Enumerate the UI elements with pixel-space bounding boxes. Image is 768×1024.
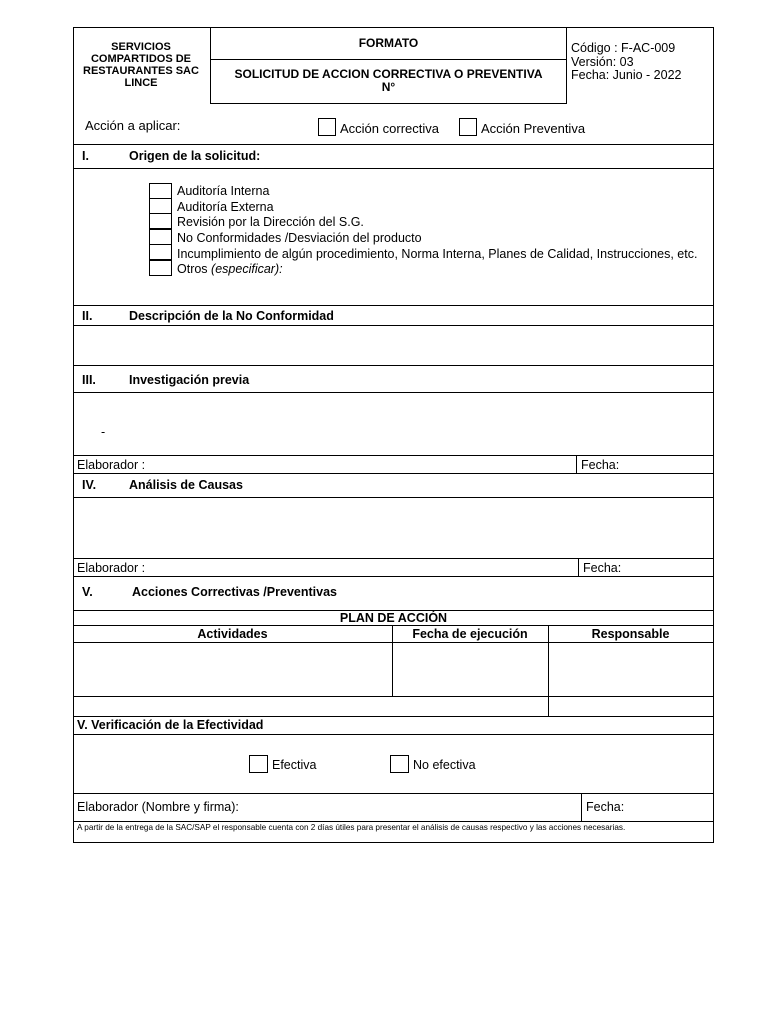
- s6-elaborador-label: Elaborador (Nombre y firma):: [77, 800, 239, 814]
- s1-number: I.: [82, 149, 89, 163]
- s6-top-line: [73, 716, 714, 717]
- doc-date: Fecha: Junio - 2022: [571, 68, 682, 82]
- s5-top-line: [73, 576, 714, 577]
- s2-top-line: [73, 305, 714, 306]
- descripcion-input-area[interactable]: [74, 326, 713, 365]
- origen-option-label: Auditoría Interna: [177, 184, 270, 198]
- s4-top-line: [73, 473, 714, 474]
- s3-top-line: [73, 365, 714, 366]
- s2-number: II.: [82, 309, 93, 323]
- company-name: SERVICIOS COMPARTIDOS DE RESTAURANTES SAC LINCE: [83, 41, 199, 89]
- s6-header-bottom-line: [73, 734, 714, 735]
- investigacion-dash: -: [101, 425, 106, 439]
- col-header-responsable: Responsable: [591, 627, 670, 641]
- accion-correctiva-label: Acción correctiva: [340, 121, 439, 136]
- footnote-top-line: [73, 821, 714, 822]
- s6-fecha-label: Fecha:: [586, 800, 625, 814]
- s6-signature-top-line: [73, 793, 714, 794]
- accion-label: Acción a aplicar:: [85, 118, 181, 133]
- origen-checkbox-otros[interactable]: [149, 260, 172, 276]
- analisis-input-area[interactable]: [74, 498, 713, 558]
- origen-option-label: Incumplimiento de algún procedimiento, Norma Interna, Planes de Calidad, Instrucciones, etc.: [177, 247, 698, 261]
- origen-checkbox-auditoria-externa[interactable]: [149, 198, 172, 214]
- s1-header-bottom-line: [73, 168, 714, 169]
- frame-bottom: [73, 842, 714, 843]
- s6-title: V. Verificación de la Efectividad: [77, 718, 264, 732]
- origen-option-label: Revisión por la Dirección del S.G.: [177, 215, 364, 229]
- efectiva-checkbox[interactable]: [249, 755, 268, 773]
- s4-signature-divider: [578, 558, 579, 576]
- s1-top-line: [73, 144, 714, 145]
- header-title-box-bottom: [210, 103, 567, 104]
- origen-checkbox-no-conformidades[interactable]: [149, 229, 172, 245]
- s3-title: Investigación previa: [129, 373, 250, 387]
- no-efectiva-checkbox[interactable]: [390, 755, 409, 773]
- plan-row-1-bottom-line: [73, 696, 714, 697]
- s3-number: III.: [82, 373, 96, 387]
- col-header-actividades: Actividades: [197, 627, 268, 641]
- plan-cell-fecha-ejecucion[interactable]: [393, 643, 548, 696]
- plan-header-line: [73, 625, 714, 626]
- doc-code: Código : F-AC-009: [571, 41, 676, 55]
- s4-elaborador-label: Elaborador :: [77, 561, 146, 575]
- plan-accion-title: PLAN DE ACCIÓN: [339, 611, 448, 625]
- s5-number: V.: [82, 585, 93, 599]
- origen-checkbox-incumplimiento[interactable]: [149, 244, 172, 260]
- doc-number-label: N°: [381, 80, 396, 94]
- efectiva-label: Efectiva: [272, 758, 317, 772]
- otros-specify-hint: (especificar):: [211, 262, 283, 276]
- header-title-divider: [210, 59, 567, 60]
- accion-correctiva-checkbox[interactable]: [318, 118, 336, 136]
- origen-option-label: Auditoría Externa: [177, 200, 274, 214]
- otros-prefix: Otros: [177, 262, 212, 276]
- doc-version: Versión: 03: [571, 55, 634, 69]
- s1-title: Origen de la solicitud:: [129, 149, 261, 163]
- s4-fecha-label: Fecha:: [583, 561, 622, 575]
- origen-option-otros: [177, 263, 283, 276]
- s6-signature-divider: [581, 793, 582, 821]
- footnote-text: A partir de la entrega de la SAC/SAP el responsable cuenta con 2 días útiles para presentar el análisis de causas respectivo y las acciones necesarias.: [77, 823, 626, 832]
- col-header-fecha-ejecucion: Fecha de ejecución: [412, 627, 528, 641]
- origen-checkbox-auditoria-interna[interactable]: [149, 183, 172, 199]
- s3-signature-divider: [576, 455, 577, 473]
- format-label: FORMATO: [358, 36, 419, 50]
- investigacion-input-area[interactable]: [74, 393, 713, 455]
- accion-preventiva-label: Acción Preventiva: [481, 121, 586, 136]
- accion-preventiva-checkbox[interactable]: [459, 118, 477, 136]
- s3-signature-top-line: [73, 455, 714, 456]
- frame-top: [73, 27, 714, 28]
- origen-checkbox-revision-direccion[interactable]: [149, 213, 172, 229]
- s4-title: Análisis de Causas: [129, 478, 243, 492]
- s3-fecha-label: Fecha:: [581, 458, 620, 472]
- doc-title: SOLICITUD DE ACCION CORRECTIVA O PREVENTIVA: [234, 67, 543, 81]
- origen-option-label: No Conformidades /Desviación del producto: [177, 231, 422, 245]
- s2-title: Descripción de la No Conformidad: [129, 309, 334, 323]
- s4-number: IV.: [82, 478, 97, 492]
- plan-cell-actividades[interactable]: [74, 643, 392, 696]
- s5-title: Acciones Correctivas /Preventivas: [132, 585, 337, 599]
- plan-cell-responsable[interactable]: [549, 643, 713, 696]
- s3-elaborador-label: Elaborador :: [77, 458, 146, 472]
- frame-right: [713, 27, 714, 843]
- s4-signature-top-line: [73, 558, 714, 559]
- no-efectiva-label: No efectiva: [413, 758, 476, 772]
